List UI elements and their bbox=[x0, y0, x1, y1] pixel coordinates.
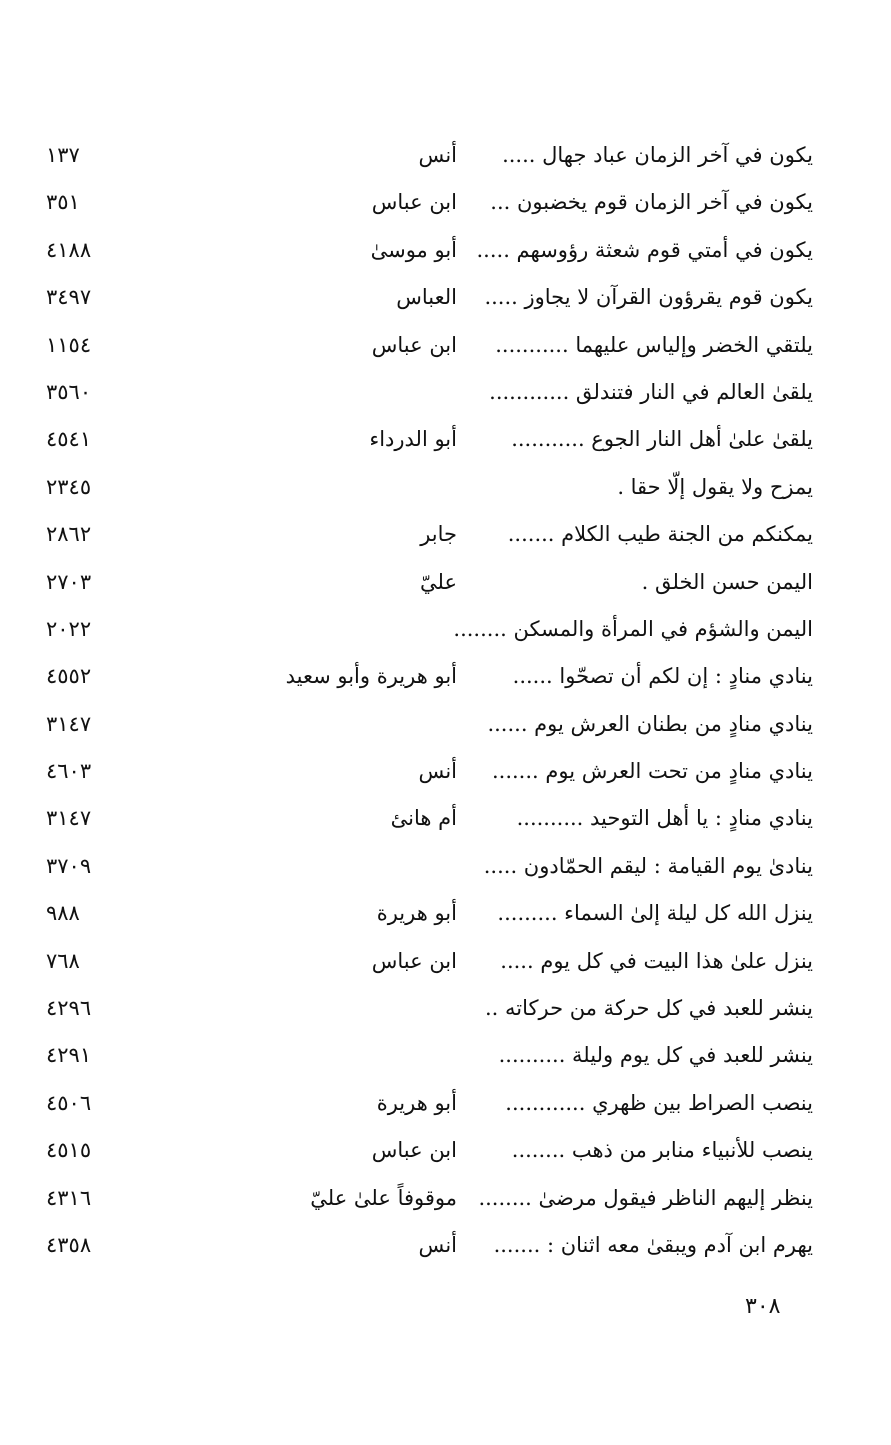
narrator-name: أنس bbox=[418, 1232, 457, 1257]
index-entry bbox=[0, 892, 891, 939]
hadith-text: ينادي منادٍ : إن لكم أن تصحّوا ...... bbox=[512, 664, 813, 689]
index-entry bbox=[0, 750, 891, 797]
index-entry bbox=[0, 1034, 891, 1081]
hadith-number: ٤٣٥٨ bbox=[46, 1232, 92, 1257]
index-entry bbox=[0, 418, 891, 465]
hadith-number: ٤٥٥٢ bbox=[46, 664, 92, 689]
index-entry bbox=[0, 466, 891, 513]
hadith-text: اليمن حسن الخلق . bbox=[641, 569, 813, 594]
hadith-text: ينادي منادٍ من بطنان العرش يوم ...... bbox=[487, 711, 813, 736]
hadith-text: ينشر للعبد في كل يوم وليلة .......... bbox=[498, 1043, 813, 1068]
hadith-index-list bbox=[0, 134, 891, 1271]
narrator-name: ابن عباس bbox=[371, 948, 457, 973]
narrator-name: أنس bbox=[418, 143, 457, 167]
hadith-number: ٤٣١٦ bbox=[46, 1185, 92, 1210]
narrator-name: أم هانئ bbox=[390, 806, 457, 831]
narrator-name: أبو هريرة وأبو سعيد bbox=[285, 664, 457, 689]
index-entry bbox=[0, 845, 891, 892]
hadith-number: ٧٦٨ bbox=[46, 948, 80, 973]
page-number: ٣٠٨ bbox=[745, 1294, 781, 1319]
narrator-name: أبو موسىٰ bbox=[370, 237, 457, 262]
hadith-number: ٢٣٤٥ bbox=[46, 474, 92, 499]
narrator-name: أبو هريرة bbox=[376, 1090, 457, 1115]
hadith-number: ٣٤٩٧ bbox=[46, 285, 92, 310]
hadith-text: يكون في آخر الزمان قوم يخضبون ... bbox=[490, 190, 813, 215]
index-entry bbox=[0, 229, 891, 276]
hadith-text: يهرم ابن آدم ويبقىٰ معه اثنان : ....... bbox=[493, 1232, 813, 1257]
narrator-name: عليّ bbox=[420, 569, 457, 594]
index-entry bbox=[0, 1129, 891, 1176]
index-entry bbox=[0, 1224, 891, 1271]
narrator-name: ابن عباس bbox=[371, 1138, 457, 1163]
hadith-text: ينادىٰ يوم القيامة : ليقم الحمّادون ..... bbox=[483, 853, 813, 878]
index-entry bbox=[0, 1177, 891, 1224]
index-entry bbox=[0, 608, 891, 655]
hadith-number: ٤٢٩٦ bbox=[46, 996, 92, 1021]
hadith-text: ينادي منادٍ : يا أهل التوحيد .......... bbox=[516, 806, 813, 831]
hadith-number: ٩٨٨ bbox=[46, 901, 80, 926]
hadith-number: ٣٥١ bbox=[46, 190, 80, 215]
narrator-name: أبو هريرة bbox=[376, 901, 457, 926]
index-entry bbox=[0, 703, 891, 750]
hadith-text: ينصب الصراط بين ظهري ............ bbox=[505, 1090, 813, 1115]
hadith-text: اليمن والشؤم في المرأة والمسكن ........ bbox=[453, 616, 813, 641]
index-entry bbox=[0, 940, 891, 987]
narrator-name: أنس bbox=[418, 759, 457, 784]
hadith-text: ينشر للعبد في كل حركة من حركاته .. bbox=[485, 996, 813, 1021]
index-entry bbox=[0, 987, 891, 1034]
index-entry bbox=[0, 324, 891, 371]
hadith-text: ينزل علىٰ هذا البيت في كل يوم ..... bbox=[500, 948, 813, 973]
hadith-text: يكون قوم يقرؤون القرآن لا يجاوز ..... bbox=[484, 285, 813, 310]
hadith-text: يلتقي الخضر وإلياس عليهما ........... bbox=[495, 332, 813, 357]
hadith-text: يلقىٰ علىٰ أهل النار الجوع ........... bbox=[511, 427, 813, 452]
index-entry bbox=[0, 513, 891, 560]
narrator-name: ابن عباس bbox=[371, 190, 457, 215]
hadith-number: ٤٥١٥ bbox=[46, 1138, 92, 1163]
hadith-text: ينزل الله كل ليلة إلىٰ السماء ......... bbox=[497, 901, 813, 926]
narrator-name: ابن عباس bbox=[371, 332, 457, 357]
index-entry bbox=[0, 371, 891, 418]
narrator-name: موقوفاً علىٰ عليّ bbox=[310, 1185, 457, 1210]
hadith-number: ٣٧٠٩ bbox=[46, 853, 92, 878]
hadith-number: ٤٦٠٣ bbox=[46, 759, 92, 784]
hadith-text: ينادي منادٍ من تحت العرش يوم ....... bbox=[491, 759, 813, 784]
hadith-number: ٤٥٤١ bbox=[46, 427, 92, 452]
hadith-text: ينصب للأنبياء منابر من ذهب ........ bbox=[511, 1138, 813, 1163]
index-entry bbox=[0, 655, 891, 702]
hadith-text: يلقىٰ العالم في النار فتندلق ............ bbox=[489, 379, 813, 404]
index-entry bbox=[0, 276, 891, 323]
index-entry bbox=[0, 134, 891, 181]
hadith-text: ينظر إليهم الناظر فيقول مرضىٰ ........ bbox=[478, 1185, 813, 1210]
narrator-name: جابر bbox=[420, 522, 457, 547]
hadith-number: ١٣٧ bbox=[46, 143, 80, 167]
hadith-number: ١١٥٤ bbox=[46, 332, 92, 357]
hadith-text: يمكنكم من الجنة طيب الكلام ....... bbox=[507, 522, 813, 547]
hadith-number: ٣١٤٧ bbox=[46, 711, 92, 736]
hadith-number: ٣٥٦٠ bbox=[46, 379, 92, 404]
index-entry bbox=[0, 561, 891, 608]
narrator-name: أبو الدرداء bbox=[369, 427, 457, 452]
index-entry bbox=[0, 1082, 891, 1129]
hadith-text: يكون في أمتي قوم شعثة رؤوسهم ..... bbox=[476, 237, 813, 262]
hadith-number: ٢٧٠٣ bbox=[46, 569, 92, 594]
hadith-number: ٢٠٢٢ bbox=[46, 616, 92, 641]
hadith-text: يكون في آخر الزمان عباد جهال ..... bbox=[502, 143, 813, 167]
index-entry bbox=[0, 797, 891, 844]
narrator-name: العباس bbox=[396, 285, 457, 310]
hadith-number: ٤٥٠٦ bbox=[46, 1090, 92, 1115]
index-entry bbox=[0, 181, 891, 228]
hadith-number: ٤٢٩١ bbox=[46, 1043, 92, 1068]
hadith-number: ٢٨٦٢ bbox=[46, 522, 92, 547]
hadith-text: يمزح ولا يقول إلّا حقا . bbox=[617, 474, 813, 499]
hadith-number: ٣١٤٧ bbox=[46, 806, 92, 831]
hadith-number: ٤١٨٨ bbox=[46, 237, 92, 262]
